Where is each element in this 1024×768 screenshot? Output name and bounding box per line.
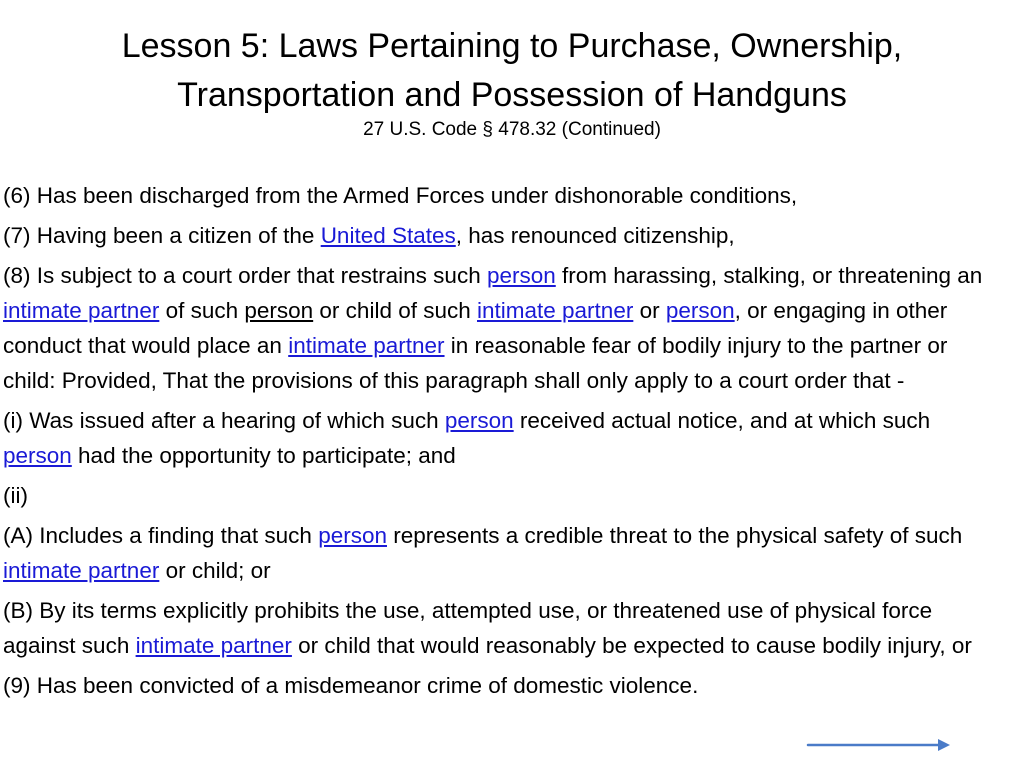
paragraph-7-text-a: (7) Having been a citizen of the: [3, 223, 321, 248]
paragraph-7: [3, 218, 1003, 253]
paragraph-8: [3, 258, 1003, 398]
paragraph-ii: [3, 478, 1003, 513]
paragraph-B-text-b: or child that would reasonably be expected to cause bodily injury, or: [291, 633, 972, 658]
paragraph-8-text-f: , or engaging in other conduct that would place an: [3, 298, 948, 358]
link-person[interactable]: person: [665, 298, 735, 323]
link-person[interactable]: person: [3, 443, 72, 468]
slide-title-line-2: Transportation and Possession of Handguns: [177, 76, 847, 114]
paragraph-i-text-c: had the opportunity to participate; and: [71, 443, 456, 468]
paragraph-8-text-a: (8) Is subject to a court order that restrains such: [3, 263, 487, 288]
paragraph-7-text-b: , has renounced citizenship,: [455, 223, 735, 248]
link-person[interactable]: person: [486, 263, 556, 288]
link-intimate-partner[interactable]: intimate partner: [3, 558, 160, 583]
paragraph-9-text: (9) Has been convicted of a misdemeanor crime of domestic violence.: [3, 673, 699, 698]
paragraph-6-text: (6) Has been discharged from the Armed Forces under dishonorable conditions,: [3, 183, 798, 208]
link-intimate-partner[interactable]: intimate partner: [3, 298, 160, 323]
link-united-states[interactable]: United States: [320, 223, 456, 248]
paragraph-8-text-g: in reasonable fear of bodily injury to the partner or child: Provided, That the provisions of this paragraph shall only apply to a court order that -: [3, 333, 948, 393]
right-arrow-icon: [806, 735, 952, 755]
paragraph-8-text-c: of such: [159, 298, 245, 323]
paragraph-A-text-a: (A) Includes a finding that such: [3, 523, 319, 548]
paragraph-B-text-a: (B) By its terms explicitly prohibits the use, attempted use, or threatened use of physical force against such: [3, 598, 933, 658]
paragraph-A-text-b: represents a credible threat to the physical safety of such: [386, 523, 963, 548]
paragraph-B: [3, 593, 1003, 663]
paragraph-8-text-b: from harassing, stalking, or threatening an: [555, 263, 983, 288]
slide-subtitle: 27 U.S. Code § 478.32 (Continued): [363, 119, 661, 140]
paragraph-ii-text: (ii): [3, 483, 28, 508]
paragraph-9: [3, 668, 1003, 703]
link-intimate-partner[interactable]: intimate partner: [477, 298, 634, 323]
paragraph-i-text-b: received actual notice, and at which such: [513, 408, 931, 433]
paragraph-i: [3, 403, 1003, 473]
slide-title: [0, 22, 1024, 120]
paragraph-A: [3, 518, 1003, 588]
slide-title-line-1: Lesson 5: Laws Pertaining to Purchase, Ownership,: [121, 27, 903, 65]
slide-body: [3, 178, 1003, 708]
link-person[interactable]: person: [444, 408, 514, 433]
link-person[interactable]: person: [318, 523, 387, 548]
paragraph-A-text-c: or child; or: [159, 558, 271, 583]
paragraph-i-text-a: (i) Was issued after a hearing of which such: [3, 408, 445, 433]
link-intimate-partner[interactable]: intimate partner: [288, 333, 445, 358]
paragraph-8-text-e: or: [633, 298, 666, 323]
paragraph-6: [3, 178, 1003, 213]
paragraph-8-text-d: or child of such: [313, 298, 477, 323]
underlined-person: person: [244, 298, 314, 323]
link-intimate-partner[interactable]: intimate partner: [135, 633, 292, 658]
